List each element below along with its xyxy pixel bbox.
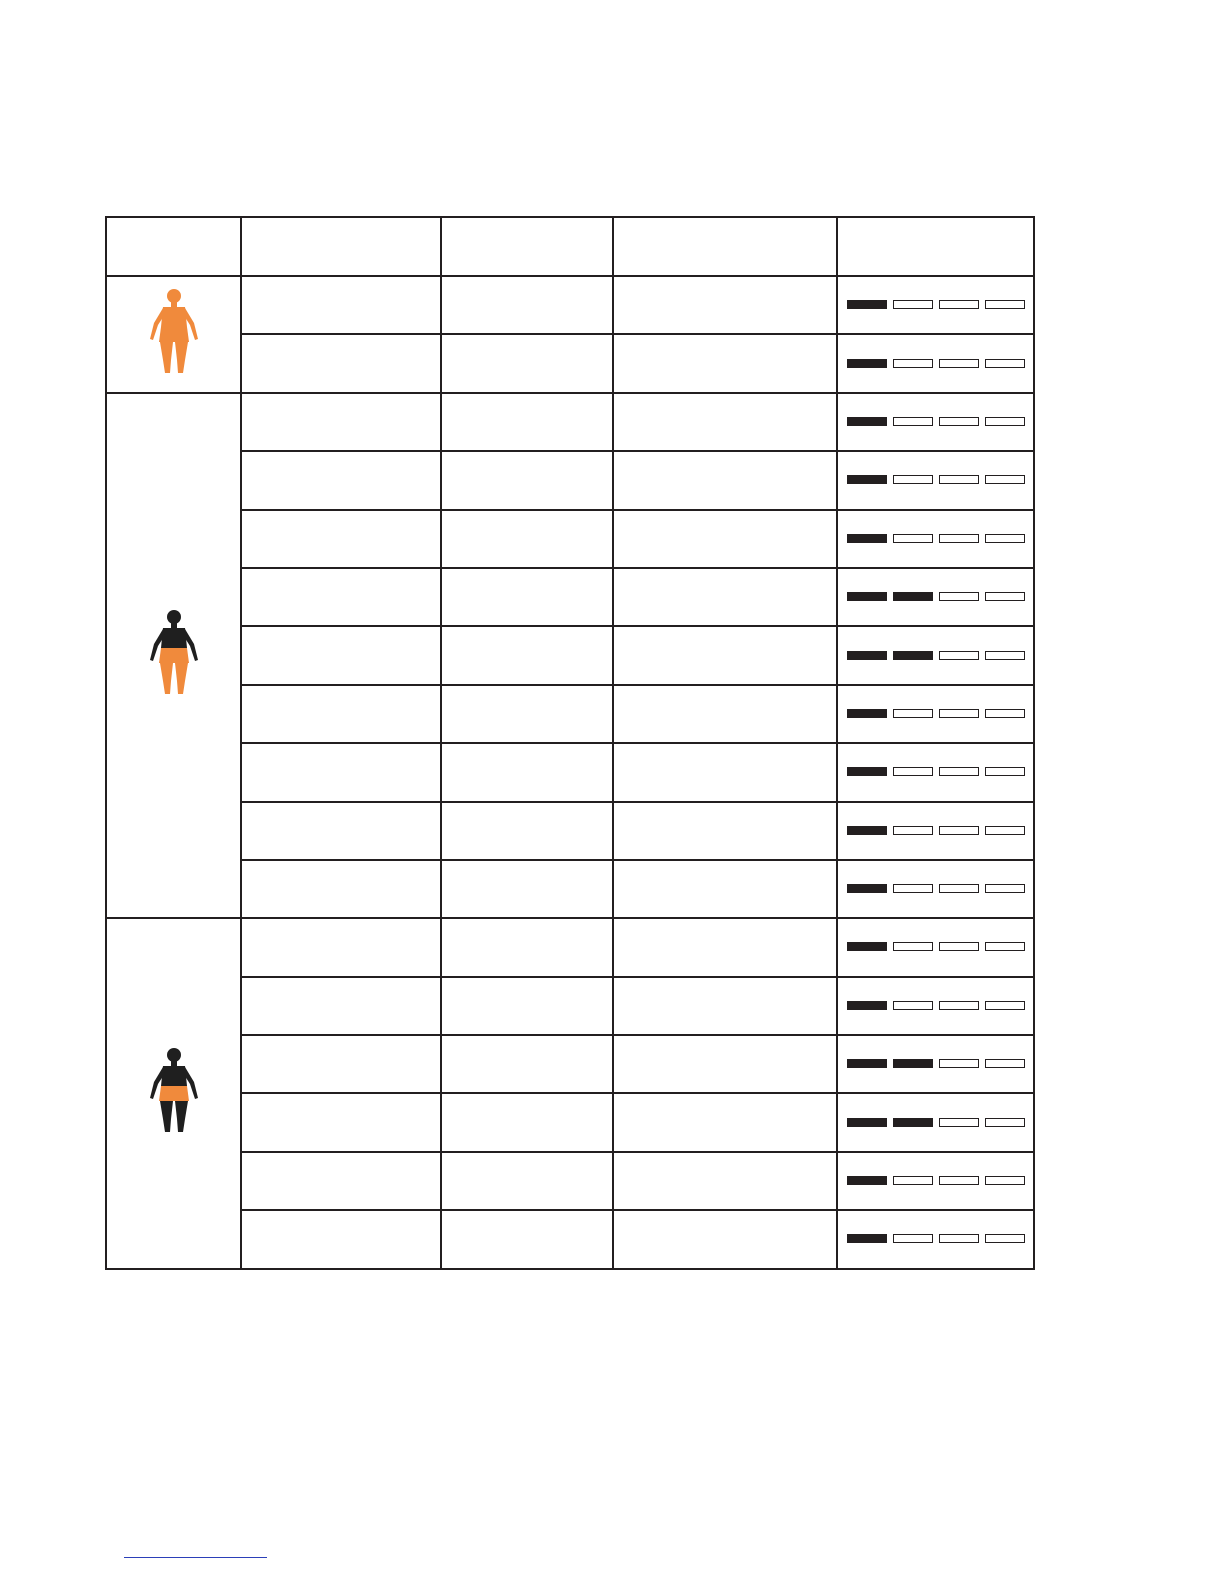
table-cell	[441, 802, 613, 860]
level-meter	[847, 1001, 1025, 1010]
body-area-cell	[106, 918, 241, 1268]
level-cell	[837, 1035, 1034, 1093]
level-meter	[847, 826, 1025, 835]
level-segment-filled	[847, 592, 887, 601]
level-segment-empty	[893, 300, 933, 309]
table-cell	[241, 918, 441, 976]
table-cell	[613, 743, 837, 801]
level-segment-empty	[985, 651, 1025, 660]
table-cell	[441, 1152, 613, 1210]
table-cell	[441, 860, 613, 918]
level-segment-empty	[939, 1118, 979, 1127]
level-cell	[837, 510, 1034, 568]
level-segment-empty	[939, 1234, 979, 1243]
table-cell	[613, 1152, 837, 1210]
table-cell	[241, 802, 441, 860]
table-cell	[613, 626, 837, 684]
level-cell	[837, 918, 1034, 976]
level-segment-filled	[847, 475, 887, 484]
level-segment-empty	[985, 475, 1025, 484]
table-cell	[441, 334, 613, 392]
table-row	[106, 626, 1034, 684]
level-segment-empty	[985, 826, 1025, 835]
level-segment-empty	[985, 417, 1025, 426]
level-segment-empty	[939, 1176, 979, 1185]
table-cell	[241, 1035, 441, 1093]
level-cell	[837, 334, 1034, 392]
table-cell	[241, 276, 441, 334]
level-segment-empty	[939, 767, 979, 776]
level-meter	[847, 300, 1025, 309]
level-segment-empty	[985, 942, 1025, 951]
table-cell	[613, 568, 837, 626]
level-cell	[837, 568, 1034, 626]
table-cell	[613, 510, 837, 568]
table-cell	[241, 451, 441, 509]
table-cell	[241, 626, 441, 684]
level-segment-empty	[985, 767, 1025, 776]
table-cell	[613, 451, 837, 509]
table-cell	[441, 276, 613, 334]
table-row	[106, 510, 1034, 568]
level-meter	[847, 359, 1025, 368]
level-meter	[847, 767, 1025, 776]
level-segment-empty	[893, 475, 933, 484]
level-segment-empty	[939, 709, 979, 718]
level-meter	[847, 1234, 1025, 1243]
level-meter	[847, 1176, 1025, 1185]
level-cell	[837, 393, 1034, 451]
table-row	[106, 743, 1034, 801]
table-cell	[241, 977, 441, 1035]
table-row	[106, 685, 1034, 743]
level-segment-empty	[939, 1059, 979, 1068]
level-segment-empty	[985, 359, 1025, 368]
header-cell-2	[241, 217, 441, 276]
level-segment-empty	[985, 534, 1025, 543]
table-row	[106, 451, 1034, 509]
level-cell	[837, 743, 1034, 801]
level-segment-empty	[939, 1001, 979, 1010]
table-cell	[441, 918, 613, 976]
header-cell-4	[613, 217, 837, 276]
table-cell	[241, 1210, 441, 1268]
level-meter	[847, 1118, 1025, 1127]
level-cell	[837, 1210, 1034, 1268]
table-row	[106, 393, 1034, 451]
table-cell	[613, 860, 837, 918]
table-cell	[613, 393, 837, 451]
level-cell	[837, 276, 1034, 334]
level-segment-empty	[985, 592, 1025, 601]
level-segment-empty	[985, 300, 1025, 309]
level-meter	[847, 534, 1025, 543]
table-row	[106, 860, 1034, 918]
level-segment-filled	[847, 1176, 887, 1185]
table-row	[106, 568, 1034, 626]
level-segment-filled	[847, 1059, 887, 1068]
table-row	[106, 276, 1034, 334]
level-segment-empty	[939, 826, 979, 835]
level-segment-empty	[939, 417, 979, 426]
table-row	[106, 1152, 1034, 1210]
table-cell	[441, 685, 613, 743]
table-cell	[441, 393, 613, 451]
body-figure-hips-orange-icon	[144, 1123, 204, 1140]
table-cell	[441, 510, 613, 568]
level-segment-filled	[847, 300, 887, 309]
level-meter	[847, 592, 1025, 601]
table-cell	[613, 918, 837, 976]
level-meter	[847, 884, 1025, 893]
level-cell	[837, 802, 1034, 860]
level-segment-empty	[939, 300, 979, 309]
table-row	[106, 918, 1034, 976]
level-meter	[847, 709, 1025, 718]
level-meter	[847, 942, 1025, 951]
table-header-row	[106, 217, 1034, 276]
level-meter	[847, 1059, 1025, 1068]
level-segment-filled	[847, 651, 887, 660]
level-segment-empty	[893, 826, 933, 835]
table-cell	[613, 1035, 837, 1093]
level-segment-empty	[939, 651, 979, 660]
level-segment-empty	[985, 1001, 1025, 1010]
header-cell-body-area	[106, 217, 241, 276]
level-segment-empty	[893, 942, 933, 951]
table-cell	[441, 451, 613, 509]
level-segment-filled	[847, 1001, 887, 1010]
level-meter	[847, 651, 1025, 660]
table-cell	[613, 1093, 837, 1151]
level-cell	[837, 685, 1034, 743]
table-cell	[441, 1210, 613, 1268]
level-segment-filled	[847, 534, 887, 543]
level-cell	[837, 1152, 1034, 1210]
level-segment-empty	[893, 767, 933, 776]
level-segment-empty	[939, 534, 979, 543]
level-segment-empty	[939, 475, 979, 484]
level-segment-empty	[985, 1118, 1025, 1127]
table-cell	[241, 510, 441, 568]
level-segment-empty	[893, 1001, 933, 1010]
level-segment-empty	[939, 942, 979, 951]
level-segment-empty	[939, 359, 979, 368]
table-cell	[241, 568, 441, 626]
level-segment-filled	[847, 1118, 887, 1127]
level-cell	[837, 1093, 1034, 1151]
table-cell	[441, 568, 613, 626]
body-figure-full-orange-icon	[144, 364, 204, 381]
table-row	[106, 1035, 1034, 1093]
level-segment-empty	[939, 592, 979, 601]
level-meter	[847, 475, 1025, 484]
table-cell	[441, 1035, 613, 1093]
table-cell	[441, 1093, 613, 1151]
level-segment-filled	[893, 651, 933, 660]
level-segment-empty	[893, 709, 933, 718]
table-cell	[613, 685, 837, 743]
table-row	[106, 1210, 1034, 1268]
level-segment-empty	[939, 884, 979, 893]
level-segment-filled	[847, 767, 887, 776]
table-cell	[613, 1210, 837, 1268]
level-segment-filled	[847, 359, 887, 368]
level-segment-empty	[893, 1176, 933, 1185]
table-cell	[241, 334, 441, 392]
body-area-cell	[106, 276, 241, 393]
level-segment-empty	[985, 1234, 1025, 1243]
level-segment-empty	[985, 1059, 1025, 1068]
level-segment-empty	[893, 1234, 933, 1243]
table-cell	[441, 743, 613, 801]
level-segment-filled	[893, 1059, 933, 1068]
level-segment-filled	[893, 1118, 933, 1127]
table-cell	[441, 977, 613, 1035]
table-cell	[613, 802, 837, 860]
level-segment-filled	[847, 709, 887, 718]
table-cell	[241, 860, 441, 918]
level-cell	[837, 977, 1034, 1035]
level-segment-empty	[985, 709, 1025, 718]
level-segment-filled	[847, 884, 887, 893]
level-segment-filled	[893, 592, 933, 601]
level-segment-filled	[847, 826, 887, 835]
table-cell	[241, 685, 441, 743]
level-cell	[837, 860, 1034, 918]
body-area-cell	[106, 393, 241, 919]
body-figure-lower-body-orange-icon	[144, 685, 204, 702]
level-segment-filled	[847, 1234, 887, 1243]
table-cell	[441, 626, 613, 684]
level-segment-empty	[893, 417, 933, 426]
level-segment-filled	[847, 942, 887, 951]
level-segment-empty	[893, 884, 933, 893]
header-cell-3	[441, 217, 613, 276]
footnote-separator	[124, 1557, 267, 1558]
level-segment-empty	[893, 359, 933, 368]
level-segment-empty	[893, 534, 933, 543]
table-body	[106, 276, 1034, 1269]
table-cell	[241, 393, 441, 451]
level-cell	[837, 626, 1034, 684]
table-cell	[613, 276, 837, 334]
level-segment-empty	[985, 884, 1025, 893]
table-cell	[241, 743, 441, 801]
table-cell	[613, 334, 837, 392]
table-row	[106, 977, 1034, 1035]
table-cell	[241, 1093, 441, 1151]
table-cell	[613, 977, 837, 1035]
table-row	[106, 1093, 1034, 1151]
exercise-table	[105, 216, 1035, 1270]
table-cell	[241, 1152, 441, 1210]
level-cell	[837, 451, 1034, 509]
header-cell-level	[837, 217, 1034, 276]
level-segment-empty	[985, 1176, 1025, 1185]
level-segment-filled	[847, 417, 887, 426]
table-row	[106, 802, 1034, 860]
table-row	[106, 334, 1034, 392]
level-meter	[847, 417, 1025, 426]
